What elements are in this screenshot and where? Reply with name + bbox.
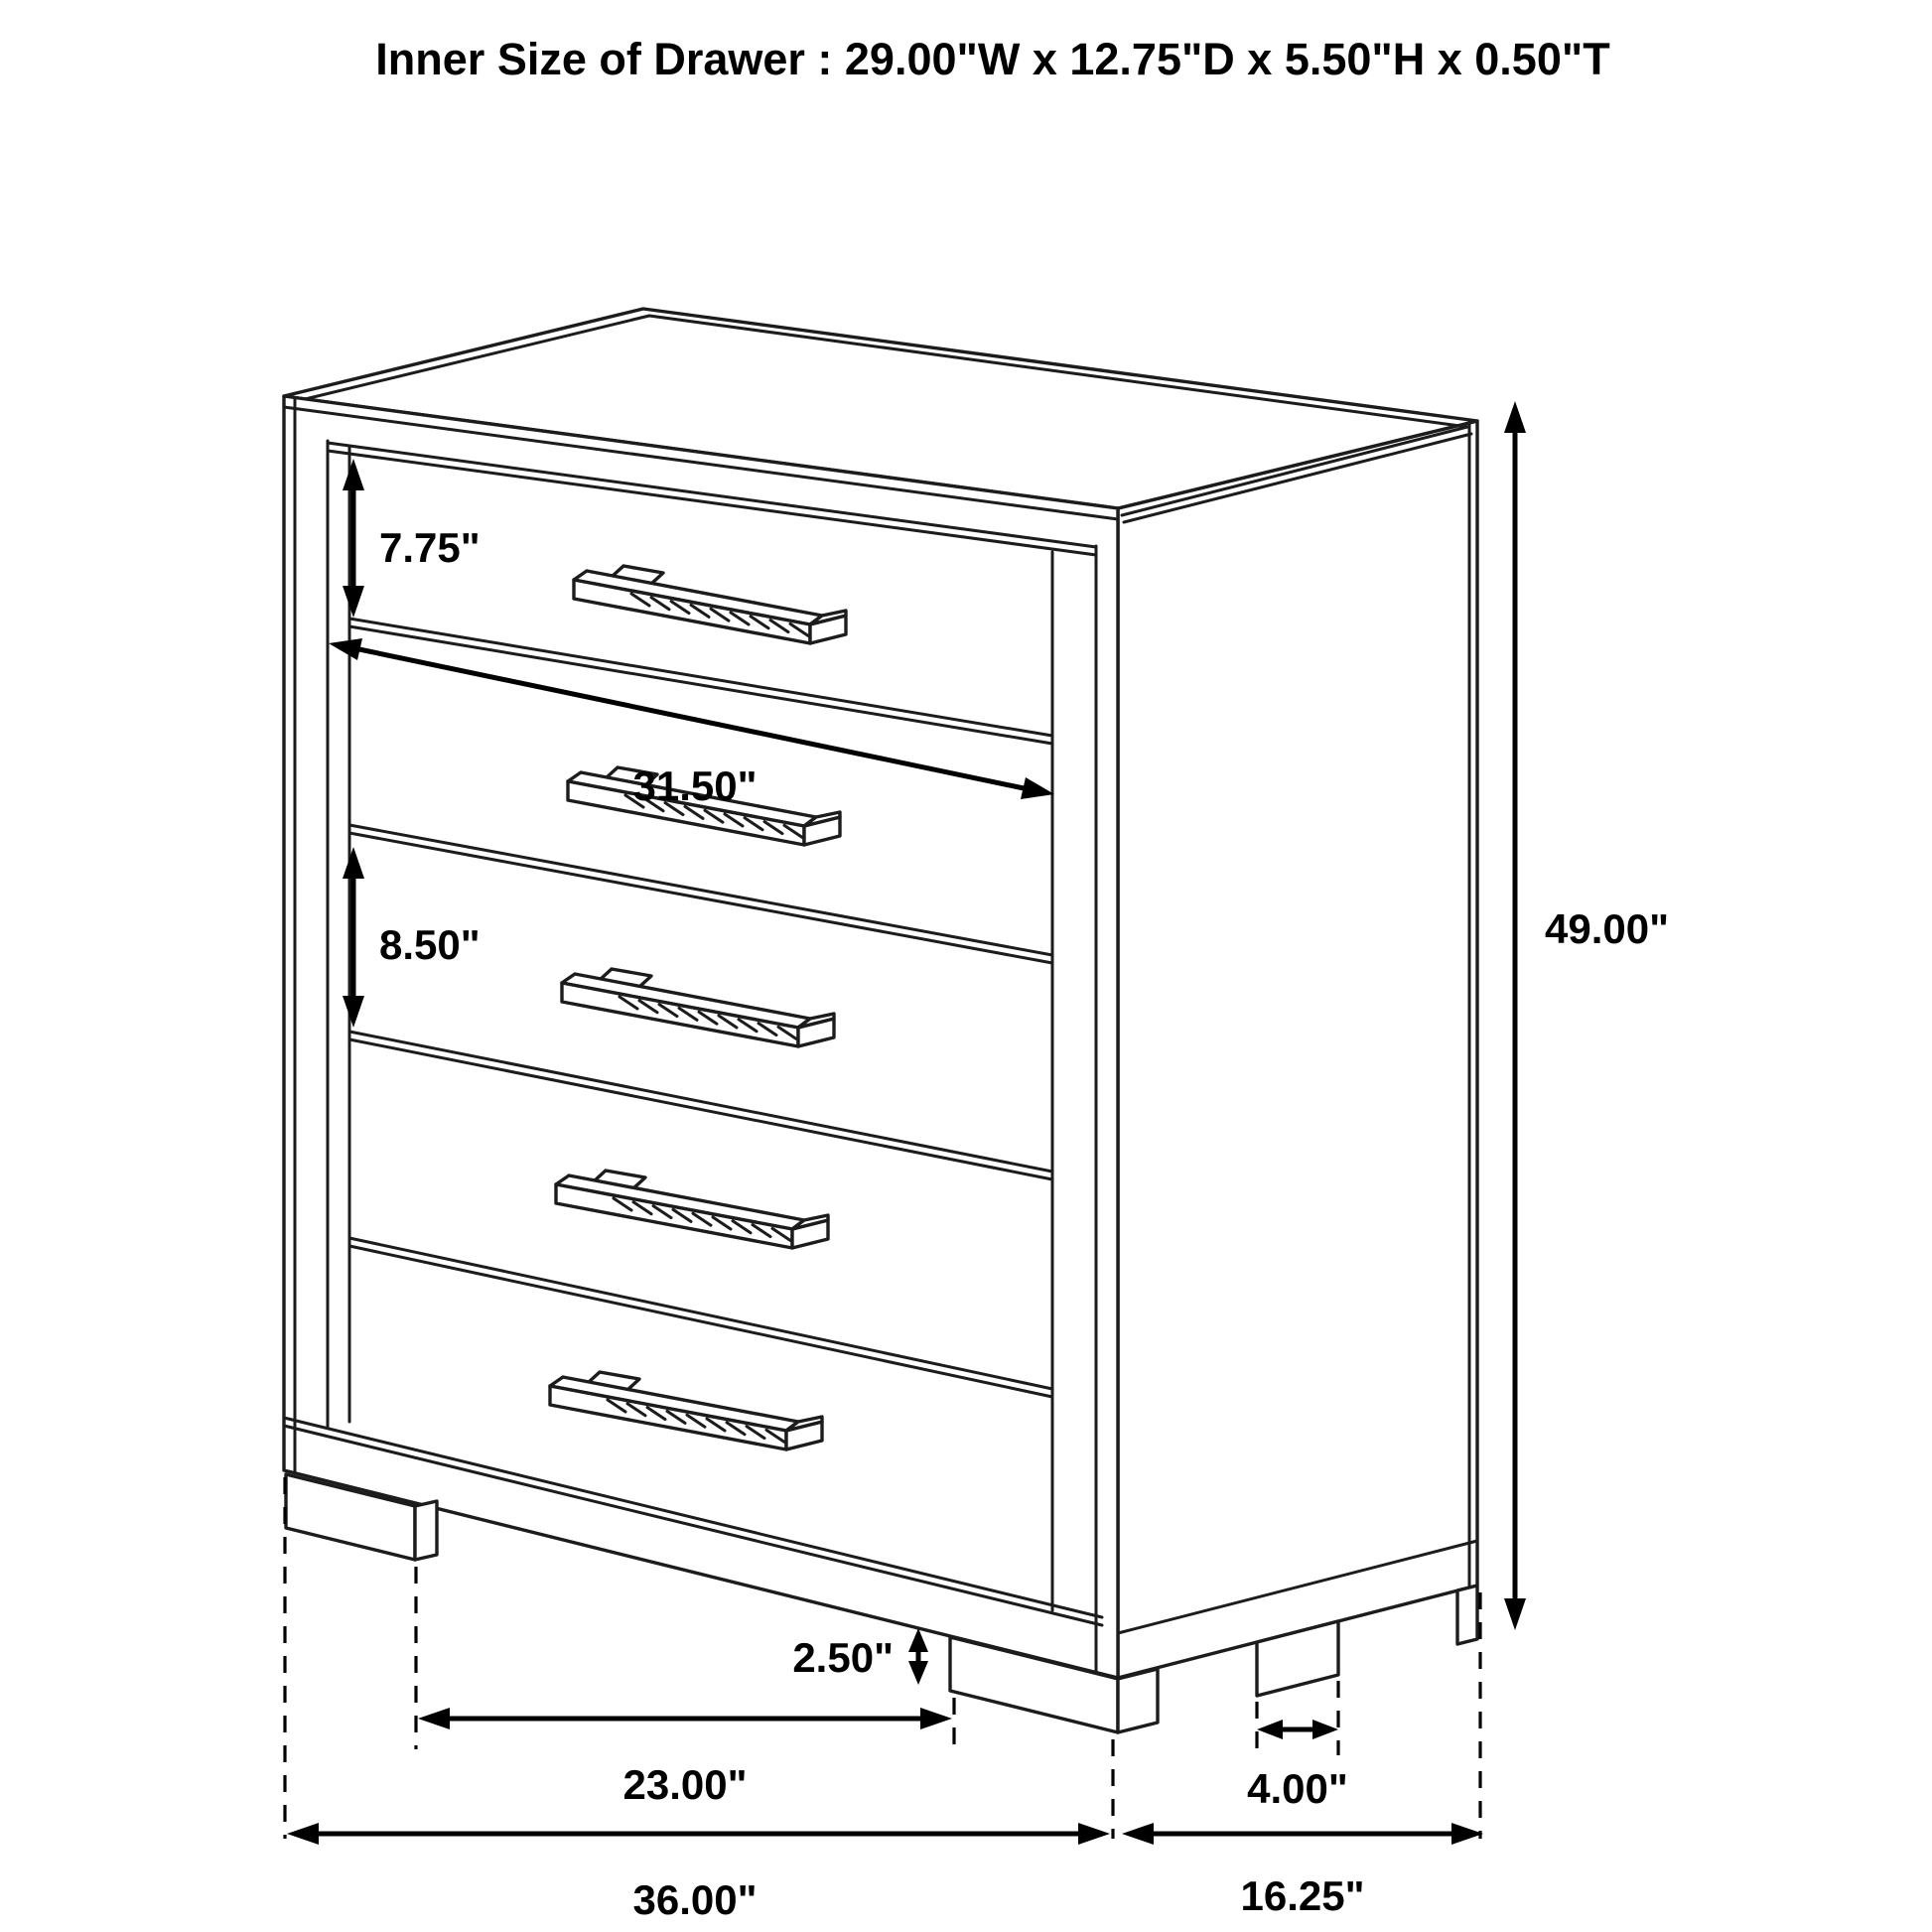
chest-front-face [284,396,1118,1678]
dim-label-drawer-height: 8.50" [379,921,481,968]
dim-label-overall-depth: 16.25" [1240,1872,1365,1919]
diagram-title: Inner Size of Drawer : 29.00"W x 12.75"D x 5.50"H x 0.50"T [375,34,1610,84]
dim-label-leg-height: 2.50" [792,1634,894,1681]
side-back-leg [1457,1586,1477,1644]
dim-label-drawer-width: 31.50" [632,762,758,809]
dim-label-side-leg-width: 4.00" [1247,1765,1348,1812]
dim-label-top-drawer-height: 7.75" [379,524,481,571]
dim-label-overall-height: 49.00" [1545,905,1670,952]
dim-label-overall-width: 36.00" [632,1876,758,1923]
chest-side-face [1118,421,1477,1678]
dim-label-front-leg-spacing: 23.00" [622,1761,748,1808]
